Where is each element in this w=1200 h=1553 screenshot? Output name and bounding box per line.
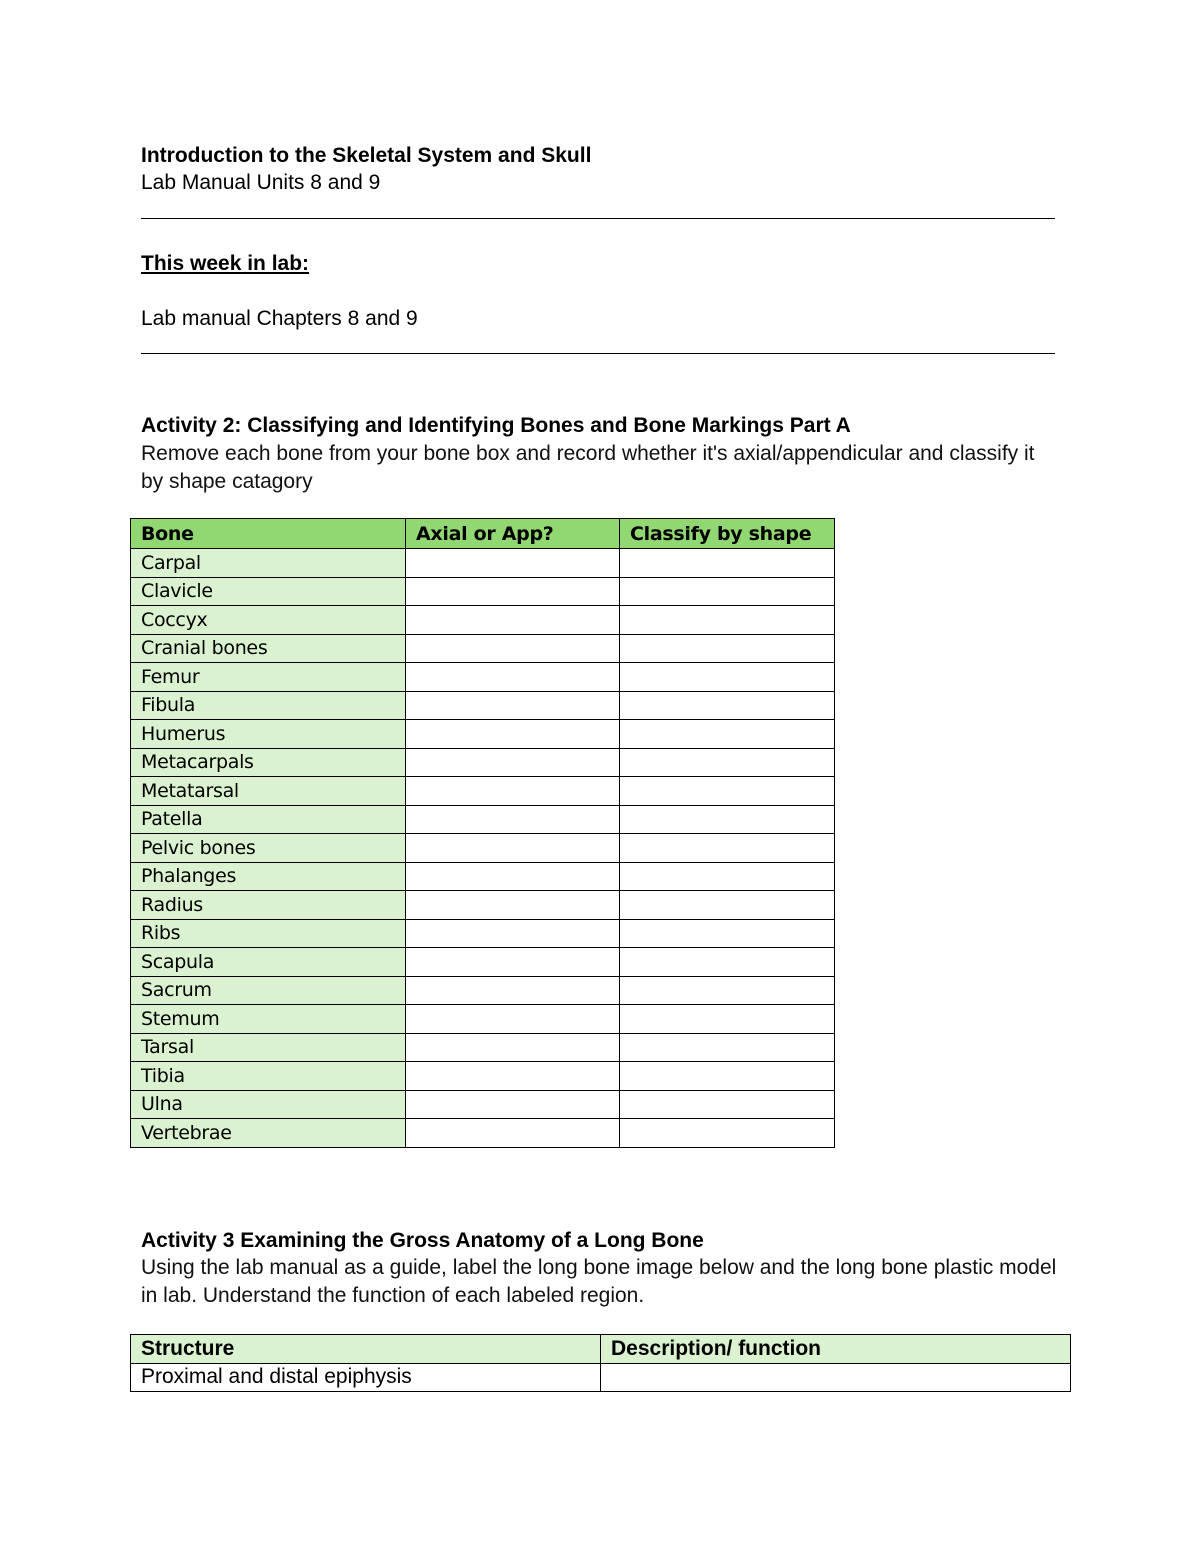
axial-or-app-cell[interactable] — [406, 606, 620, 635]
activity3-instructions: Using the lab manual as a guide, label the long bone image below and the long bone plastic model in lab. Understand the function of each labeled region. — [141, 1256, 1057, 1307]
axial-or-app-cell[interactable] — [406, 1062, 620, 1091]
bone-name-cell: Coccyx — [131, 606, 406, 635]
classify-by-shape-cell[interactable] — [620, 691, 835, 720]
axial-or-app-cell[interactable] — [406, 891, 620, 920]
bone-name-cell: Metacarpals — [131, 748, 406, 777]
classify-by-shape-cell[interactable] — [620, 976, 835, 1005]
axial-or-app-cell[interactable] — [406, 948, 620, 977]
table-row — [131, 748, 835, 777]
bone-name-cell: Sacrum — [131, 976, 406, 1005]
axial-or-app-cell[interactable] — [406, 1090, 620, 1119]
bone-name-cell: Scapula — [131, 948, 406, 977]
table-row — [131, 919, 835, 948]
bone-name-cell: Radius — [131, 891, 406, 920]
classify-by-shape-cell[interactable] — [620, 1033, 835, 1062]
classify-by-shape-cell[interactable] — [620, 549, 835, 578]
classify-by-shape-cell[interactable] — [620, 720, 835, 749]
axial-or-app-cell[interactable] — [406, 777, 620, 806]
table-row — [131, 720, 835, 749]
activity2-instructions: Remove each bone from your bone box and record whether it's axial/appendicular and classify it by shape catagory — [141, 442, 1035, 493]
table-row — [131, 1119, 835, 1148]
classify-by-shape-cell[interactable] — [620, 805, 835, 834]
table-row — [131, 606, 835, 635]
classify-by-shape-cell[interactable] — [620, 577, 835, 606]
bone-name-cell: Fibula — [131, 691, 406, 720]
column-header-classify-by-shape: Classify by shape — [620, 519, 835, 549]
bone-name-cell: Pelvic bones — [131, 834, 406, 863]
classify-by-shape-cell[interactable] — [620, 634, 835, 663]
bone-name-cell: Ribs — [131, 919, 406, 948]
classify-by-shape-cell[interactable] — [620, 834, 835, 863]
table-row — [131, 777, 835, 806]
table-row — [131, 1033, 835, 1062]
activity2-heading: Activity 2: Classifying and Identifying Bones and Bone Markings Part A — [141, 414, 851, 437]
classify-by-shape-cell[interactable] — [620, 1090, 835, 1119]
bone-name-cell: Tibia — [131, 1062, 406, 1091]
table-row — [131, 891, 835, 920]
column-header-structure: Structure — [131, 1335, 601, 1364]
bone-name-cell: Humerus — [131, 720, 406, 749]
axial-or-app-cell[interactable] — [406, 663, 620, 692]
axial-or-app-cell[interactable] — [406, 691, 620, 720]
bone-name-cell: Carpal — [131, 549, 406, 578]
activity3-heading: Activity 3 Examining the Gross Anatomy of a Long Bone — [141, 1229, 704, 1252]
bones-table-body — [131, 549, 835, 1148]
bone-name-cell: Cranial bones — [131, 634, 406, 663]
week-heading: This week in lab: — [141, 252, 310, 275]
page-subtitle: Lab Manual Units 8 and 9 — [141, 171, 381, 194]
table-row — [131, 862, 835, 891]
classify-by-shape-cell[interactable] — [620, 862, 835, 891]
axial-or-app-cell[interactable] — [406, 1033, 620, 1062]
axial-or-app-cell[interactable] — [406, 549, 620, 578]
divider — [141, 353, 1055, 354]
table-row — [131, 1363, 1071, 1392]
classify-by-shape-cell[interactable] — [620, 1005, 835, 1034]
axial-or-app-cell[interactable] — [406, 862, 620, 891]
week-text: Lab manual Chapters 8 and 9 — [141, 307, 418, 330]
table-row — [131, 948, 835, 977]
axial-or-app-cell[interactable] — [406, 1005, 620, 1034]
table-row — [131, 549, 835, 578]
axial-or-app-cell[interactable] — [406, 919, 620, 948]
bone-name-cell: Femur — [131, 663, 406, 692]
axial-or-app-cell[interactable] — [406, 634, 620, 663]
column-header-description-function: Description/ function — [601, 1335, 1071, 1364]
bones-table — [130, 518, 835, 1148]
column-header-bone: Bone — [131, 519, 406, 549]
axial-or-app-cell[interactable] — [406, 976, 620, 1005]
axial-or-app-cell[interactable] — [406, 1119, 620, 1148]
table-row — [131, 834, 835, 863]
structure-cell: Proximal and distal epiphysis — [131, 1363, 601, 1392]
table-row — [131, 634, 835, 663]
classify-by-shape-cell[interactable] — [620, 891, 835, 920]
table-row — [131, 691, 835, 720]
table-header-row — [131, 1335, 1071, 1364]
structure-table-body — [131, 1363, 1071, 1392]
axial-or-app-cell[interactable] — [406, 834, 620, 863]
structure-table — [130, 1334, 1071, 1392]
table-header-row — [131, 519, 835, 549]
bone-name-cell: Phalanges — [131, 862, 406, 891]
classify-by-shape-cell[interactable] — [620, 777, 835, 806]
bone-name-cell: Metatarsal — [131, 777, 406, 806]
axial-or-app-cell[interactable] — [406, 748, 620, 777]
divider — [141, 218, 1055, 219]
bone-name-cell: Clavicle — [131, 577, 406, 606]
classify-by-shape-cell[interactable] — [620, 948, 835, 977]
page-title: Introduction to the Skeletal System and Skull — [141, 144, 592, 167]
bone-name-cell: Stemum — [131, 1005, 406, 1034]
table-row — [131, 805, 835, 834]
axial-or-app-cell[interactable] — [406, 577, 620, 606]
classify-by-shape-cell[interactable] — [620, 1062, 835, 1091]
classify-by-shape-cell[interactable] — [620, 919, 835, 948]
bone-name-cell: Ulna — [131, 1090, 406, 1119]
bone-name-cell: Patella — [131, 805, 406, 834]
table-row — [131, 577, 835, 606]
classify-by-shape-cell[interactable] — [620, 606, 835, 635]
table-row — [131, 1090, 835, 1119]
description-cell[interactable] — [601, 1363, 1071, 1392]
axial-or-app-cell[interactable] — [406, 805, 620, 834]
axial-or-app-cell[interactable] — [406, 720, 620, 749]
table-row — [131, 1062, 835, 1091]
bone-name-cell: Tarsal — [131, 1033, 406, 1062]
table-row — [131, 976, 835, 1005]
table-row — [131, 663, 835, 692]
classify-by-shape-cell[interactable] — [620, 1119, 835, 1148]
table-row — [131, 1005, 835, 1034]
classify-by-shape-cell[interactable] — [620, 748, 835, 777]
classify-by-shape-cell[interactable] — [620, 663, 835, 692]
column-header-axial-or-app: Axial or App? — [406, 519, 620, 549]
bone-name-cell: Vertebrae — [131, 1119, 406, 1148]
